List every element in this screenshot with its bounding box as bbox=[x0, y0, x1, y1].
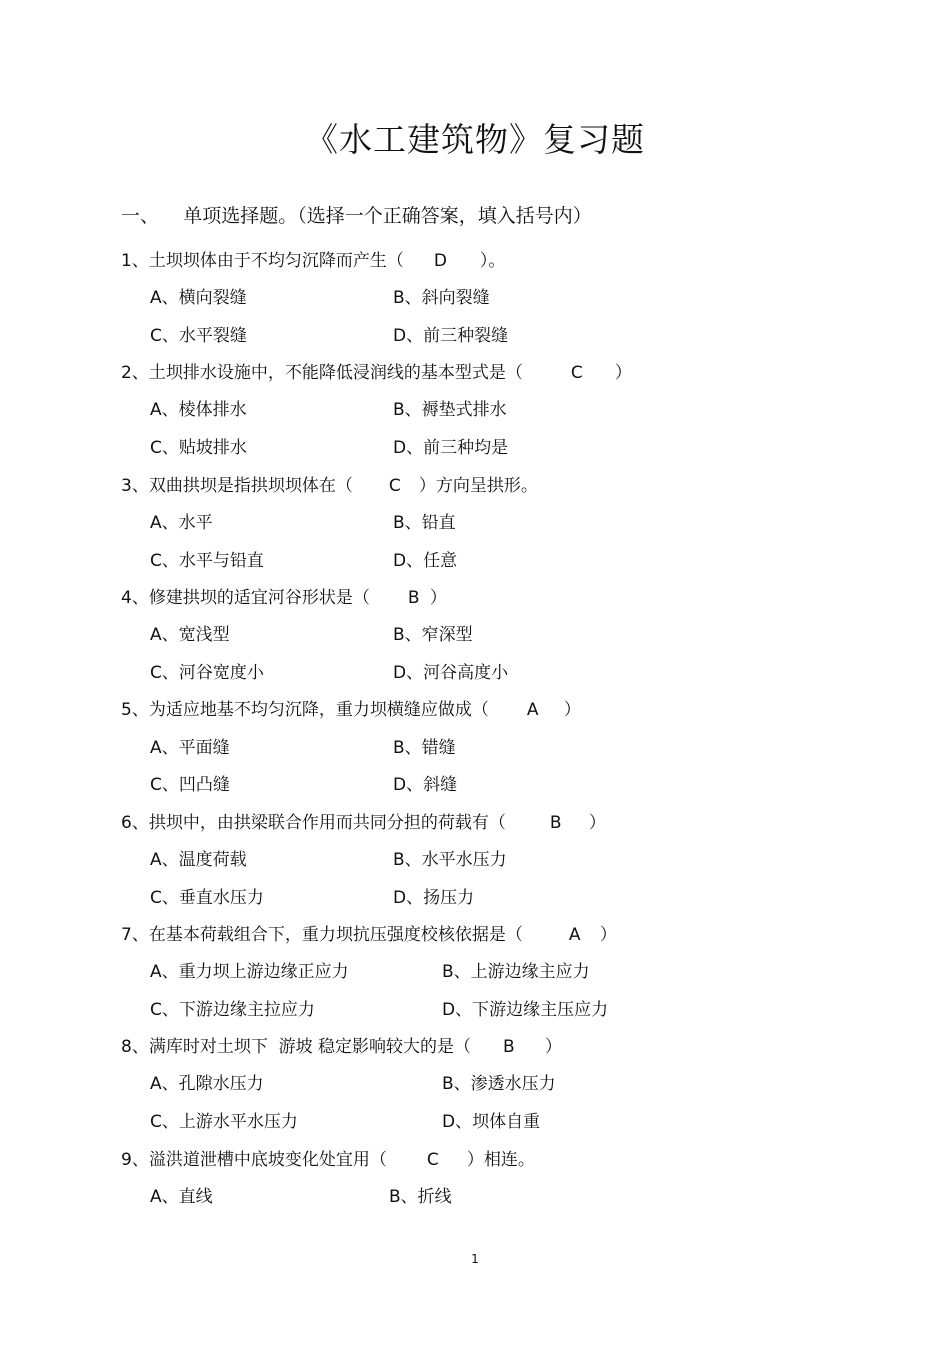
answer-letter: B bbox=[549, 813, 562, 833]
question-7-option-d: D、下游边缘主压应力 bbox=[442, 1000, 609, 1020]
question-8-option-c: C、上游水平水压力 bbox=[150, 1112, 298, 1132]
question-1-option-c: C、水平裂缝 bbox=[150, 326, 247, 346]
answer-letter: C bbox=[388, 476, 401, 496]
question-3-option-d: D、任意 bbox=[393, 551, 458, 571]
question-6-option-a: A、温度荷载 bbox=[150, 850, 247, 870]
question-7-option-a: A、重力坝上游边缘正应力 bbox=[150, 962, 349, 982]
question-tail-text: ） bbox=[588, 813, 606, 833]
answer-letter: A bbox=[568, 925, 581, 945]
question-5-option-b: B、错缝 bbox=[393, 738, 456, 758]
question-stem-text: 5、为适应地基不均匀沉降，重力坝横缝应做成（ bbox=[121, 700, 489, 720]
answer-letter: D bbox=[433, 251, 447, 271]
question-2-stem bbox=[121, 361, 632, 385]
question-2-option-d: D、前三种均是 bbox=[393, 438, 509, 458]
question-8-option-b: B、渗透水压力 bbox=[442, 1074, 556, 1094]
question-9-stem bbox=[121, 1148, 535, 1172]
question-1-option-b: B、斜向裂缝 bbox=[393, 288, 490, 308]
question-stem-text: 9、溢洪道泄槽中底坡变化处宜用（ bbox=[121, 1150, 387, 1170]
question-stem-text: 1、土坝坝体由于不均匀沉降而产生（ bbox=[121, 251, 404, 271]
question-tail-text: ） bbox=[599, 925, 617, 945]
answer-letter: C bbox=[570, 363, 583, 383]
question-6-option-c: C、垂直水压力 bbox=[150, 888, 264, 908]
question-9-option-a: A、直线 bbox=[150, 1187, 213, 1207]
question-4-option-a: A、宽浅型 bbox=[150, 625, 230, 645]
section-heading bbox=[121, 200, 592, 232]
question-stem-text: 6、拱坝中，由拱梁联合作用而共同分担的荷载有（ bbox=[121, 813, 506, 833]
question-8-option-d: D、坝体自重 bbox=[442, 1112, 541, 1132]
question-7-option-b: B、上游边缘主应力 bbox=[442, 962, 590, 982]
question-tail-text: ） bbox=[614, 363, 632, 383]
question-5-stem bbox=[121, 698, 581, 722]
page-number: 1 bbox=[471, 1252, 479, 1266]
question-tail-text: ） bbox=[563, 700, 581, 720]
question-stem-text: 7、在基本荷载组合下，重力坝抗压强度校核依据是（ bbox=[121, 925, 523, 945]
question-4-option-d: D、河谷高度小 bbox=[393, 663, 509, 683]
question-3-stem bbox=[121, 474, 538, 498]
page-title: 《水工建筑物》复习题 bbox=[305, 120, 645, 159]
question-8-option-a: A、孔隙水压力 bbox=[150, 1074, 264, 1094]
question-4-stem bbox=[121, 586, 447, 610]
question-7-stem bbox=[121, 923, 617, 947]
question-7-option-c: C、下游边缘主拉应力 bbox=[150, 1000, 315, 1020]
question-2-option-a: A、棱体排水 bbox=[150, 400, 247, 420]
question-6-option-d: D、扬压力 bbox=[393, 888, 475, 908]
question-1-option-a: A、横向裂缝 bbox=[150, 288, 247, 308]
question-tail-text: ）。 bbox=[479, 251, 506, 271]
question-stem-text: 2、土坝排水设施中，不能降低浸润线的基本型式是（ bbox=[121, 363, 523, 383]
answer-letter: C bbox=[426, 1150, 439, 1170]
section-heading-text: 单项选择题。（选择一个正确答案，填入括号内） bbox=[183, 205, 592, 227]
question-4-option-b: B、窄深型 bbox=[393, 625, 473, 645]
question-9-option-b: B、折线 bbox=[389, 1187, 452, 1207]
question-1-stem bbox=[121, 249, 505, 273]
question-stem-text: 4、修建拱坝的适宜河谷形状是（ bbox=[121, 588, 370, 608]
question-tail-text: ） bbox=[545, 1037, 563, 1057]
answer-letter: A bbox=[526, 700, 539, 720]
question-tail-text: ） bbox=[429, 588, 447, 608]
question-stem-text: 8、满库时对土坝下 游坡 稳定影响较大的是（ bbox=[121, 1037, 472, 1057]
question-4-option-c: C、河谷宽度小 bbox=[150, 663, 264, 683]
section-number: 一、 bbox=[121, 205, 160, 227]
question-tail-text: ）方向呈拱形。 bbox=[418, 476, 538, 496]
question-stem-text: 3、双曲拱坝是指拱坝坝体在（ bbox=[121, 476, 353, 496]
question-3-option-b: B、铅直 bbox=[393, 513, 456, 533]
question-5-option-a: A、平面缝 bbox=[150, 738, 230, 758]
question-3-option-c: C、水平与铅直 bbox=[150, 551, 264, 571]
answer-letter: B bbox=[503, 1037, 515, 1057]
question-1-option-d: D、前三种裂缝 bbox=[393, 326, 509, 346]
question-3-option-a: A、水平 bbox=[150, 513, 213, 533]
question-5-option-c: C、凹凸缝 bbox=[150, 775, 230, 795]
question-5-option-d: D、斜缝 bbox=[393, 775, 458, 795]
question-6-option-b: B、水平水压力 bbox=[393, 850, 507, 870]
answer-letter: B bbox=[407, 588, 420, 608]
question-8-stem bbox=[121, 1035, 562, 1059]
question-tail-text: ）相连。 bbox=[466, 1150, 535, 1170]
question-2-option-b: B、褥垫式排水 bbox=[393, 400, 507, 420]
question-6-stem bbox=[121, 811, 606, 835]
question-2-option-c: C、贴坡排水 bbox=[150, 438, 247, 458]
